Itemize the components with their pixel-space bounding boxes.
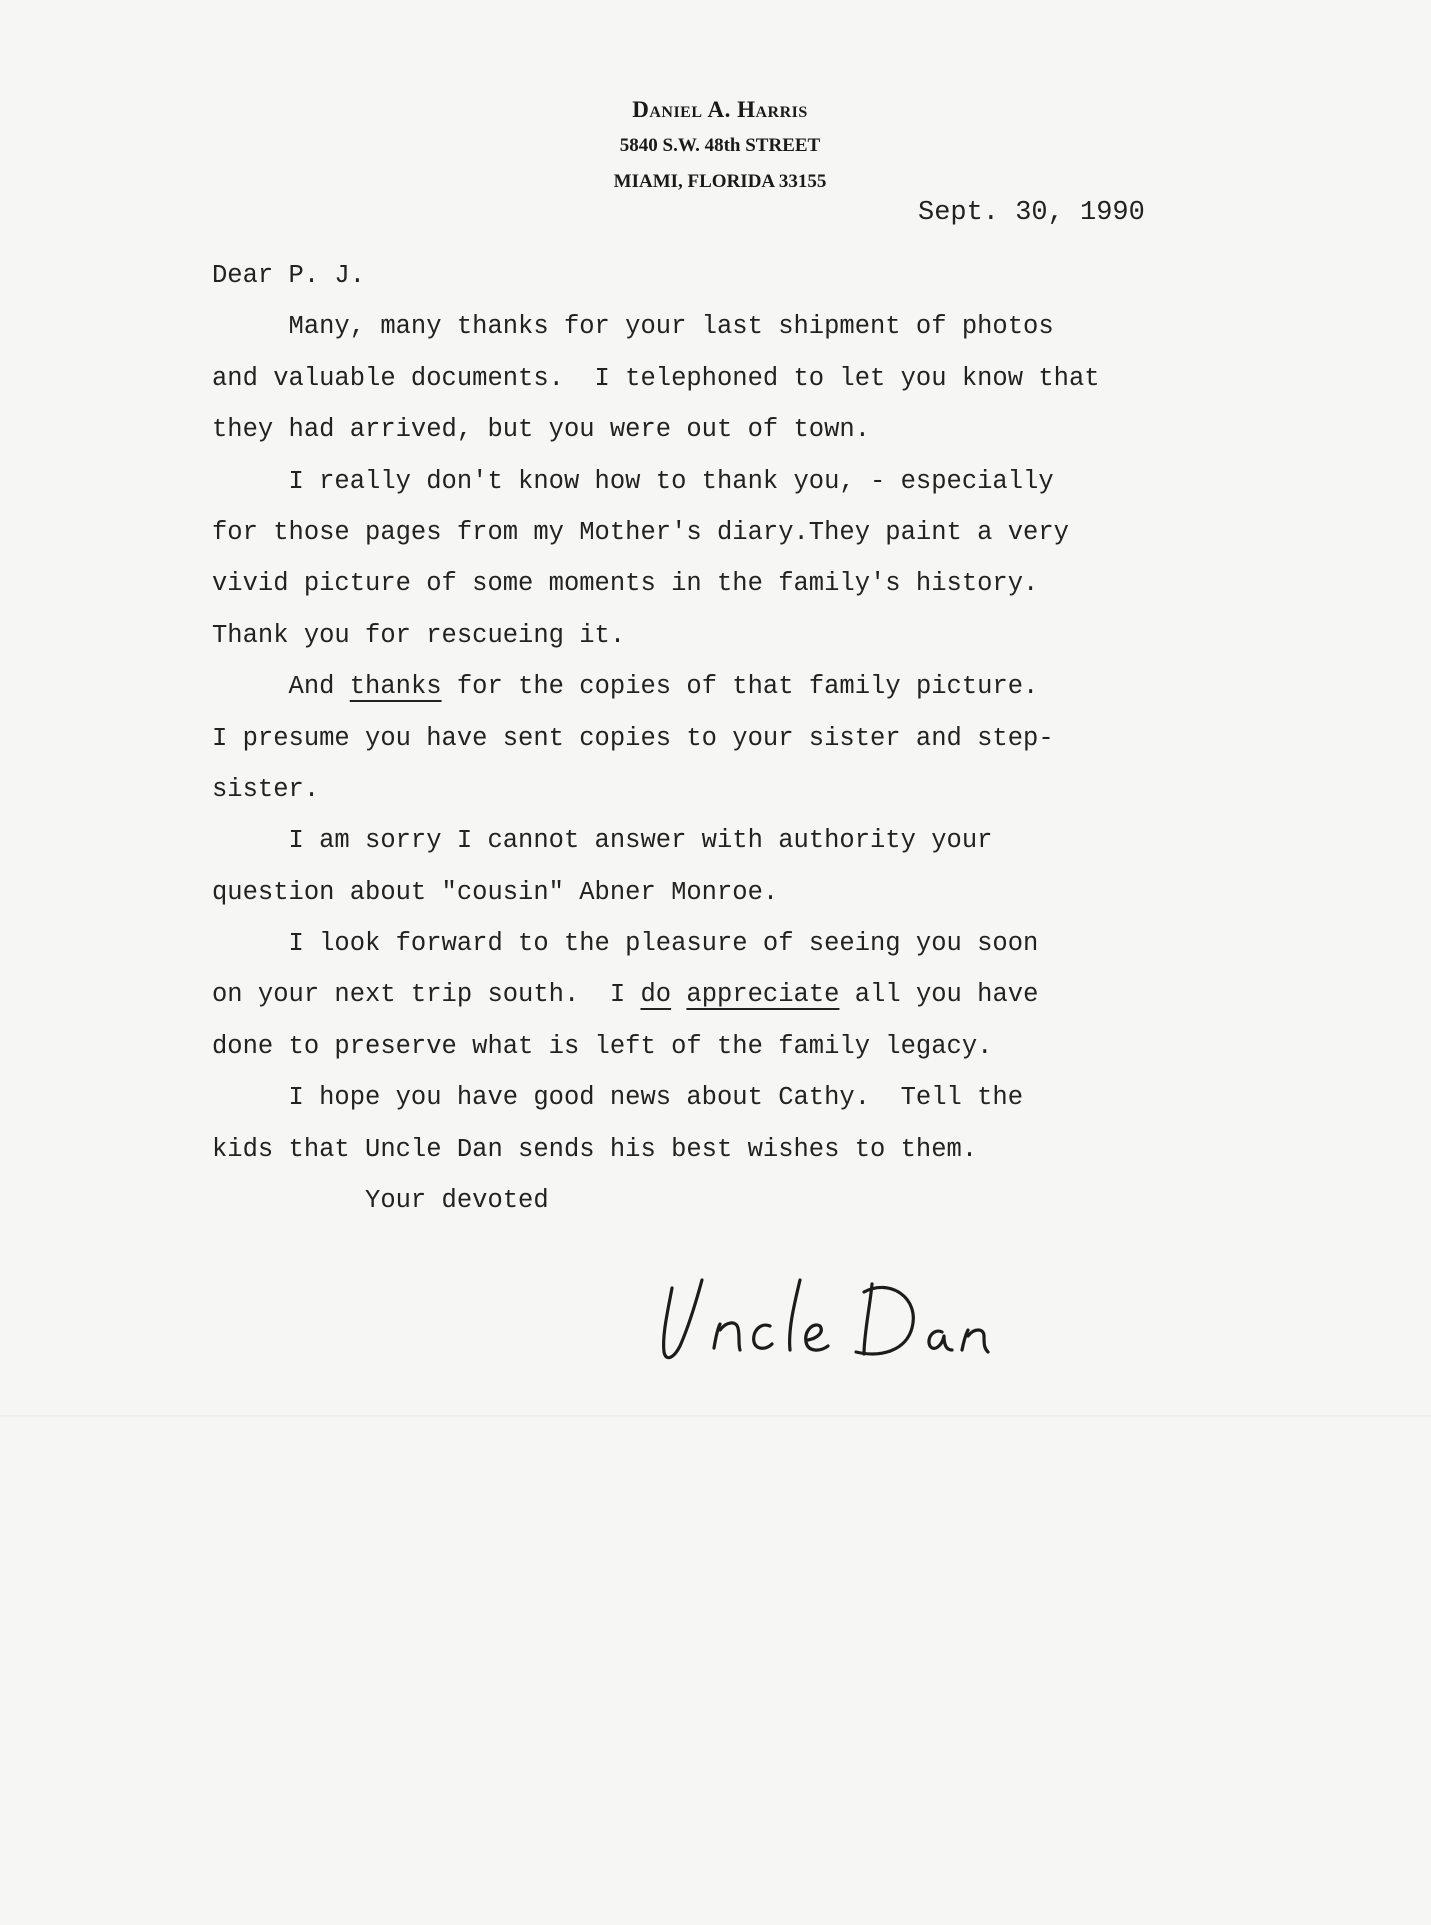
letterhead-name: Daniel A. Harris bbox=[632, 97, 808, 122]
body-line: I am sorry I cannot answer with authority your bbox=[212, 826, 993, 856]
paragraph-1 bbox=[212, 301, 1262, 455]
body-line: kids that Uncle Dan sends his best wishes to them. bbox=[212, 1134, 978, 1164]
closing: Your devoted bbox=[212, 1186, 549, 1216]
body-line: done to preserve what is left of the family legacy. bbox=[212, 1031, 993, 1061]
body-line: they had arrived, but you were out of town. bbox=[212, 415, 871, 445]
paragraph-6 bbox=[212, 1072, 1262, 1175]
body-line: I really don't know how to thank you, - especially bbox=[212, 466, 1054, 496]
body-line: I look forward to the pleasure of seeing you soon bbox=[212, 929, 1039, 959]
underlined-word: appreciate bbox=[686, 980, 840, 1010]
letter-date: Sept. 30, 1990 bbox=[918, 198, 1145, 228]
body-line: and valuable documents. I telephoned to let you know that bbox=[212, 363, 1100, 393]
paragraph-3 bbox=[212, 661, 1262, 815]
handwritten-signature bbox=[650, 1250, 1030, 1380]
underlined-word: do bbox=[640, 980, 672, 1010]
body-line: I hope you have good news about Cathy. Tell the bbox=[212, 1083, 1024, 1113]
body-line: Many, many thanks for your last shipment of photos bbox=[212, 312, 1054, 342]
letter-body bbox=[212, 250, 1262, 1226]
body-line bbox=[212, 969, 1262, 1020]
body-line: I presume you have sent copies to your sister and step- bbox=[212, 723, 1054, 753]
text-run bbox=[671, 980, 686, 1009]
body-line: question about "cousin" Abner Monroe. bbox=[212, 877, 779, 907]
text-run: all you have bbox=[839, 980, 1039, 1010]
letterhead-city: MIAMI, FLORIDA 33155 bbox=[613, 171, 827, 192]
body-line: for those pages from my Mother's diary.They paint a very bbox=[212, 517, 1069, 547]
salutation: Dear P. J. bbox=[212, 261, 366, 290]
body-line: Thank you for rescueing it. bbox=[212, 620, 626, 650]
text-run: for the copies of that family picture. bbox=[441, 672, 1039, 702]
text-run: And bbox=[212, 672, 350, 702]
underlined-word: thanks bbox=[349, 672, 442, 702]
paragraph-2 bbox=[212, 456, 1262, 662]
body-line: vivid picture of some moments in the family's history. bbox=[212, 569, 1039, 599]
body-line bbox=[212, 661, 1262, 712]
paragraph-4 bbox=[212, 815, 1262, 918]
letterhead-street: 5840 S.W. 48th STREET bbox=[619, 135, 821, 156]
paragraph-5 bbox=[212, 918, 1262, 1072]
paper-fold-line bbox=[0, 1415, 1431, 1418]
text-run: on your next trip south. I bbox=[212, 980, 641, 1010]
body-line: sister. bbox=[212, 774, 320, 804]
letterhead bbox=[420, 92, 1020, 200]
